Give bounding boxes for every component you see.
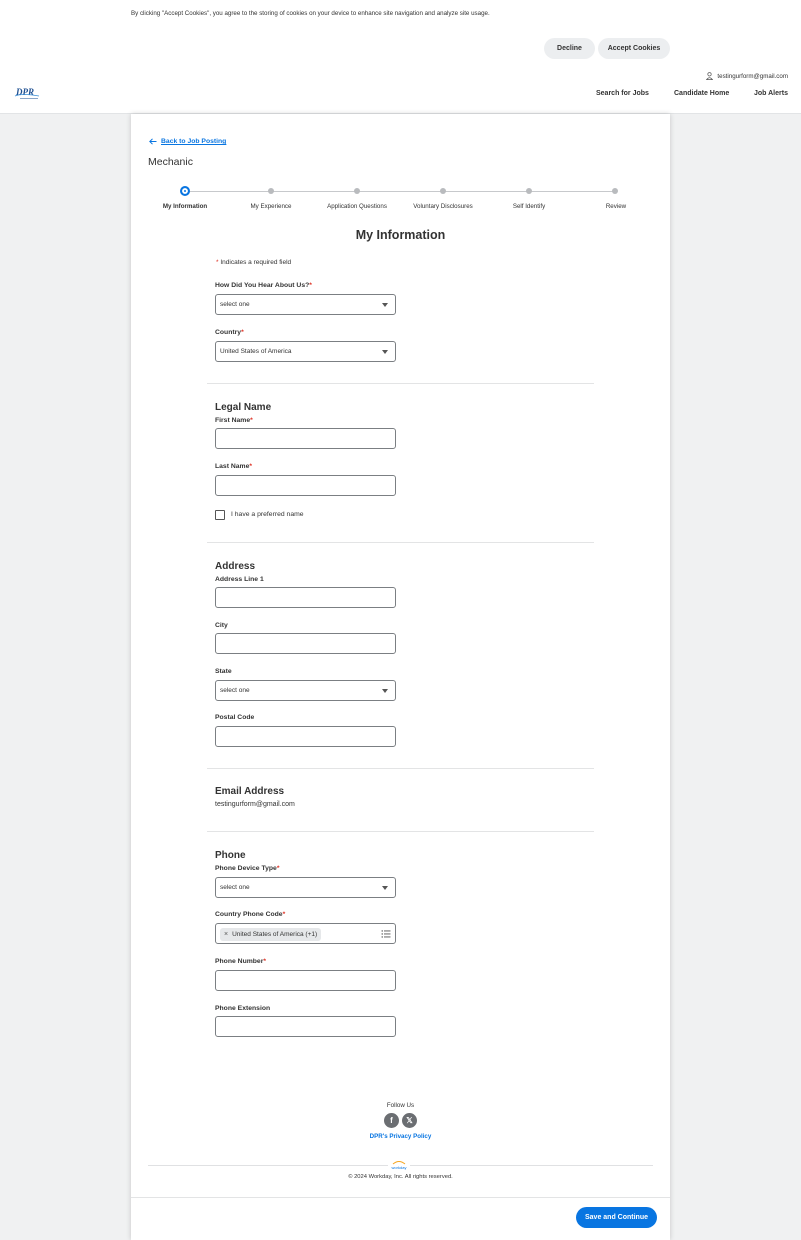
country-phone-code-label-text: Country Phone Code: [215, 911, 283, 918]
email-value: testingurform@gmail.com: [215, 801, 295, 808]
country-phone-code-label: [215, 911, 285, 918]
user-email: testingurform@gmail.com: [717, 72, 788, 80]
step-dot-voluntary-disclosures: [440, 188, 446, 194]
accept-cookies-button[interactable]: Accept Cookies: [598, 38, 670, 59]
facebook-icon[interactable]: f: [384, 1113, 399, 1128]
address-line1-input[interactable]: [215, 587, 396, 608]
copyright-text: © 2024 Workday, Inc. All rights reserved.: [348, 1174, 453, 1180]
country-phone-code-value: United States of America (+1): [232, 931, 318, 938]
required-marker: *: [309, 282, 312, 289]
back-to-job-posting-link[interactable]: [149, 138, 226, 145]
email-title: Email Address: [215, 786, 285, 797]
step-dot-self-identify: [526, 188, 532, 194]
workday-logo: [388, 1160, 410, 1170]
phone-number-label: [215, 958, 266, 965]
caret-down-icon: [382, 886, 388, 890]
state-value: select one: [220, 687, 250, 694]
required-marker: *: [263, 958, 266, 965]
last-name-label: [215, 463, 252, 470]
phone-title: Phone: [215, 850, 246, 861]
postal-code-input[interactable]: [215, 726, 396, 747]
nav-candidate-home[interactable]: Candidate Home: [674, 90, 730, 97]
how-heard-label-text: How Did You Hear About Us?: [215, 282, 310, 289]
follow-us-label: Follow Us: [386, 1102, 415, 1109]
phone-device-type-label: [215, 865, 279, 872]
address-title: Address: [215, 561, 256, 572]
required-marker: *: [276, 865, 280, 872]
caret-down-icon: [382, 350, 388, 354]
list-icon[interactable]: [381, 929, 391, 939]
country-phone-code-input[interactable]: [215, 923, 396, 944]
section-divider: [207, 383, 594, 384]
remove-icon[interactable]: ×: [224, 931, 229, 938]
city-label: City: [215, 622, 228, 629]
last-name-input[interactable]: [215, 475, 396, 496]
step-label-my-experience: My Experience: [250, 203, 292, 210]
first-name-label-text: First Name: [215, 417, 251, 424]
phone-number-input[interactable]: [215, 970, 396, 991]
required-marker: *: [250, 417, 253, 424]
step-dot-application-questions: [354, 188, 360, 194]
step-label-review: Review: [605, 203, 627, 210]
how-heard-value: select one: [220, 301, 250, 308]
first-name-input[interactable]: [215, 428, 396, 449]
phone-device-type-select[interactable]: [215, 877, 396, 898]
phone-number-label-text: Phone Number: [215, 958, 264, 965]
section-heading: My Information: [355, 228, 446, 242]
caret-down-icon: [382, 303, 388, 307]
section-divider: [207, 542, 594, 543]
step-label-voluntary-disclosures: Voluntary Disclosures: [413, 203, 473, 210]
user-account[interactable]: [706, 72, 788, 80]
required-marker: *: [282, 911, 286, 918]
dpr-logo[interactable]: [14, 85, 40, 101]
bottom-action-bar: [131, 1197, 670, 1240]
country-phone-code-pill: [220, 928, 321, 941]
phone-device-type-value: select one: [220, 884, 250, 891]
decline-cookies-button[interactable]: Decline: [544, 38, 595, 59]
legal-name-title: Legal Name: [215, 402, 272, 413]
required-field-note: [216, 259, 291, 266]
preferred-name-label: I have a preferred name: [231, 511, 304, 518]
progress-line: [185, 191, 616, 192]
cookie-banner: [0, 0, 801, 66]
step-label-application-questions: Application Questions: [327, 203, 387, 210]
last-name-label-text: Last Name: [215, 463, 250, 470]
save-and-continue-button[interactable]: Save and Continue: [576, 1207, 657, 1228]
step-dot-my-information: [180, 186, 190, 196]
city-input[interactable]: [215, 633, 396, 654]
state-label: State: [215, 668, 232, 675]
dpr-logo-text: DPR: [16, 87, 34, 97]
back-link-label: Back to Job Posting: [161, 138, 227, 145]
site-header: [0, 66, 801, 114]
caret-down-icon: [382, 689, 388, 693]
required-marker: *: [249, 463, 253, 470]
job-title: Mechanic: [148, 156, 193, 168]
nav-search-for-jobs[interactable]: Search for Jobs: [596, 90, 649, 97]
required-marker: *: [216, 259, 219, 266]
first-name-label: [215, 417, 253, 424]
state-select[interactable]: [215, 680, 396, 701]
x-twitter-icon[interactable]: 𝕏: [402, 1113, 417, 1128]
section-divider: [207, 768, 594, 769]
cookie-text: By clicking "Accept Cookies", you agree to the storing of cookies on your device to enhance site navigation and analyze site usage.: [131, 10, 490, 17]
application-card: [131, 114, 670, 1240]
country-select[interactable]: [215, 341, 396, 362]
nav-job-alerts[interactable]: Job Alerts: [754, 90, 788, 97]
privacy-policy-link[interactable]: DPR's Privacy Policy: [369, 1133, 432, 1140]
address-line1-label: Address Line 1: [215, 576, 264, 583]
step-label-my-information: My Information: [162, 203, 208, 210]
section-divider: [207, 831, 594, 832]
required-note-text: Indicates a required field: [220, 259, 292, 266]
how-heard-label: [215, 282, 312, 289]
phone-extension-input[interactable]: [215, 1016, 396, 1037]
postal-code-label: Postal Code: [215, 714, 255, 721]
phone-extension-label: Phone Extension: [215, 1005, 271, 1012]
arrow-left-icon: [149, 138, 157, 145]
phone-device-type-label-text: Phone Device Type: [215, 865, 277, 872]
country-label-text: Country: [215, 329, 242, 336]
country-value: United States of America: [220, 348, 292, 355]
preferred-name-checkbox[interactable]: [215, 510, 225, 520]
user-icon: [706, 72, 713, 80]
workday-logo-text: workday: [391, 1165, 407, 1170]
step-label-self-identify: Self Identify: [512, 203, 546, 210]
required-marker: *: [241, 329, 244, 336]
country-label: [215, 329, 244, 336]
step-dot-review: [612, 188, 618, 194]
step-dot-my-experience: [268, 188, 274, 194]
how-heard-select[interactable]: [215, 294, 396, 315]
